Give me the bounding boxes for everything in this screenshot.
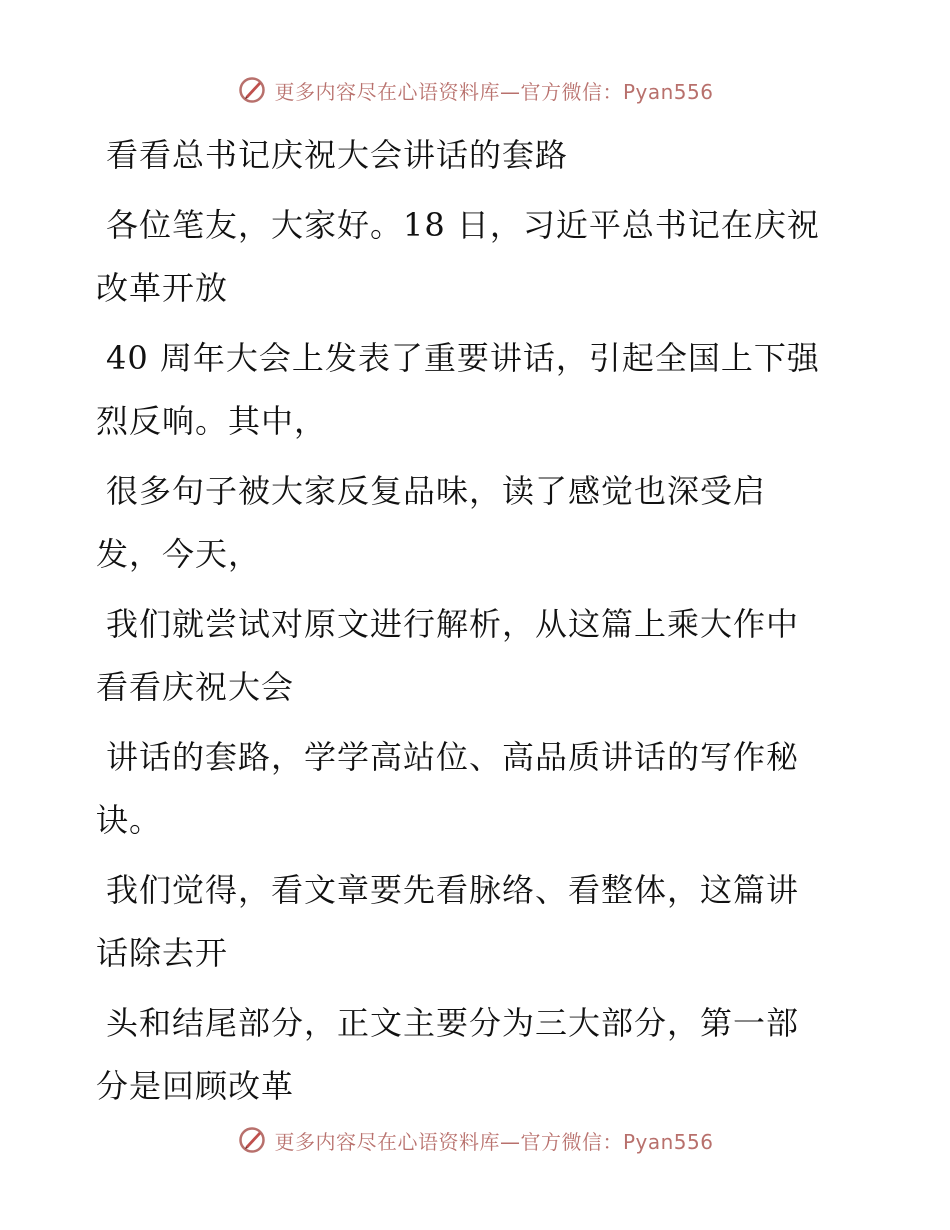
paragraph-line: 我们就尝试对原文进行解析，从这篇上乘大作中 [106, 605, 800, 643]
paragraph [96, 859, 856, 985]
paragraph-line: 烈反响。其中， [96, 402, 328, 440]
title-line: 看看总书记庆祝大会讲话的套路 [106, 136, 569, 174]
paragraph-line: 看看庆祝大会 [96, 668, 295, 706]
paragraph-line: 诀。 [96, 801, 163, 839]
paragraph [96, 460, 856, 586]
paragraph-line: 讲话的套路，学学高站位、高品质讲话的写作秘 [106, 738, 800, 776]
document-body [96, 124, 856, 1125]
paragraph [96, 992, 856, 1118]
watermark-text: 更多内容尽在心语资料库—官方微信：Pyan556 [274, 79, 714, 104]
paragraph [96, 726, 856, 852]
paragraph-line: 头和结尾部分，正文主要分为三大部分，第一部 [106, 1004, 800, 1042]
paragraph-line: 我们觉得，看文章要先看脉络、看整体，这篇讲 [106, 871, 800, 909]
paragraph-line: 各位笔友，大家好。18 日，习近平总书记在庆祝 [106, 206, 820, 244]
paragraph-line: 40 周年大会上发表了重要讲话，引起全国上下强 [106, 339, 820, 377]
paragraph-line: 分是回顾改革 [96, 1067, 295, 1105]
paragraph-line: 很多句子被大家反复品味，读了感觉也深受启 [106, 472, 767, 510]
paragraph-line: 话除去开 [96, 934, 229, 972]
footer-watermark [0, 1118, 950, 1162]
paragraph [96, 327, 856, 453]
pen-logo-icon [236, 74, 268, 106]
pen-logo-icon [236, 1124, 268, 1156]
watermark-text: 更多内容尽在心语资料库—官方微信：Pyan556 [274, 1129, 714, 1154]
header-watermark [0, 68, 950, 112]
paragraph-line: 改革开放 [96, 269, 229, 307]
paragraph [96, 194, 856, 320]
paragraph-line: 发，今天， [96, 535, 262, 573]
paragraph [96, 593, 856, 719]
document-title [96, 124, 856, 187]
